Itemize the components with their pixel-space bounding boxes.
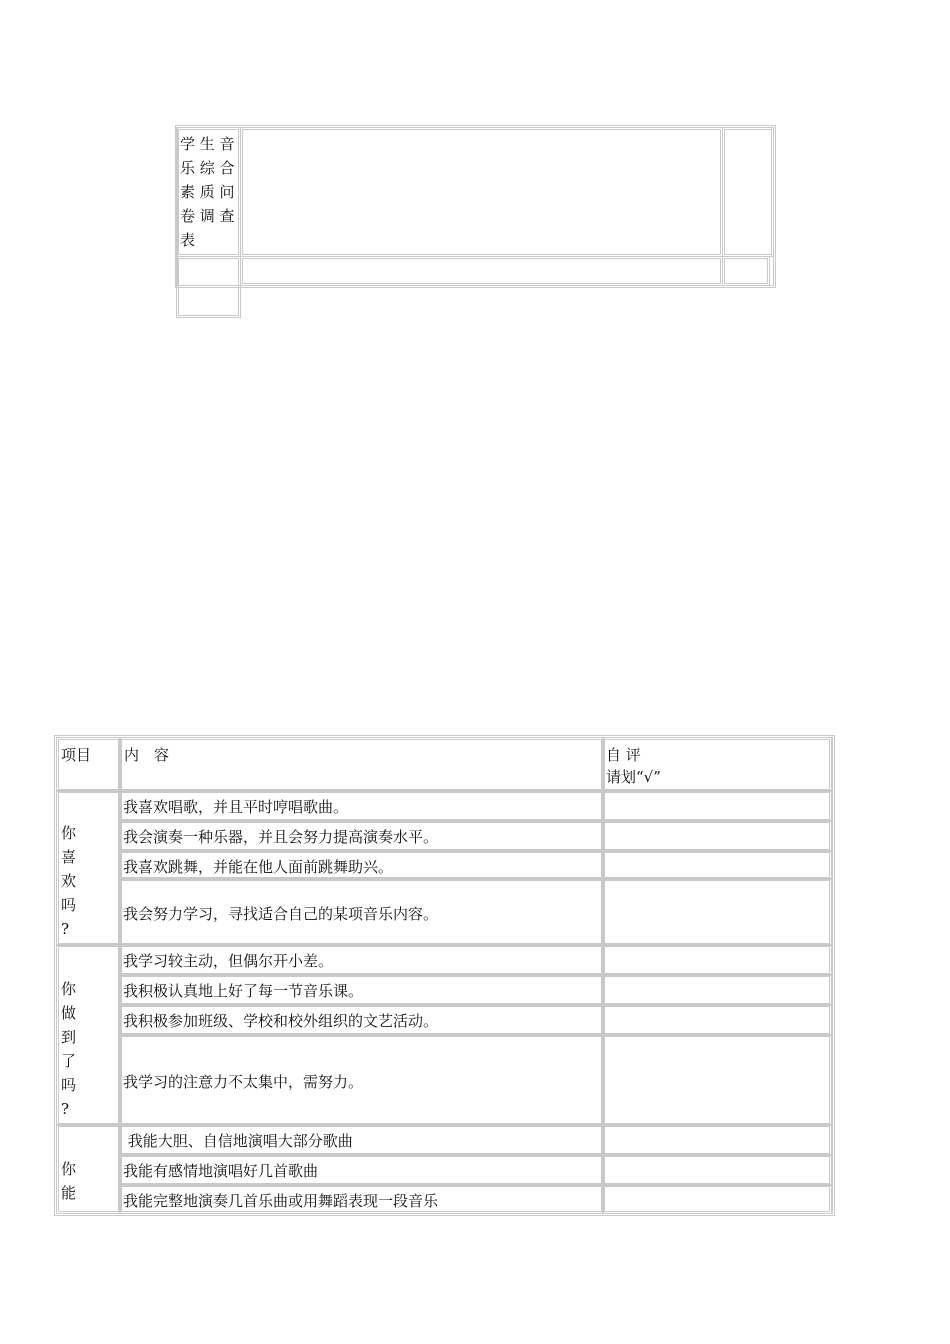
top-table-empty-cell — [240, 256, 723, 286]
self-eval-checkbox-cell[interactable] — [602, 790, 832, 822]
content-cell — [119, 1154, 604, 1186]
header-self-eval — [602, 737, 832, 792]
group-label-done — [56, 944, 121, 1126]
title-line: 乐 综 合 — [180, 159, 235, 177]
self-eval-checkbox-cell[interactable] — [602, 1154, 832, 1186]
self-eval-checkbox-cell[interactable] — [602, 820, 832, 852]
header-self-eval-line1: 自 评 — [606, 746, 641, 764]
survey-statement: 我会演奏一种乐器，并且会努力提高演奏水平。 — [123, 828, 439, 846]
content-cell — [119, 1004, 604, 1036]
group-label-char: 做 — [61, 1004, 77, 1022]
title-line: 卷 调 查 — [180, 207, 235, 225]
self-eval-checkbox-cell[interactable] — [602, 1124, 832, 1156]
group-label-char: 欢 — [61, 872, 77, 890]
title-line: 表 — [180, 231, 196, 249]
survey-statement: 我能有感情地演唱好几首歌曲 — [123, 1162, 319, 1180]
group-label-char: 你 — [61, 824, 77, 842]
group-label-char: 吗 — [61, 1076, 77, 1094]
survey-statement: 我能大胆、自信地演唱大部分歌曲 — [123, 1132, 353, 1150]
self-eval-checkbox-cell[interactable] — [602, 944, 832, 976]
content-cell — [119, 944, 604, 976]
content-cell — [119, 1184, 604, 1214]
header-item-label: 项目 — [61, 746, 92, 764]
content-cell — [119, 820, 604, 852]
self-eval-checkbox-cell[interactable] — [602, 1184, 832, 1214]
group-label-char: 了 — [61, 1052, 77, 1070]
header-content — [119, 737, 604, 792]
survey-title-cell — [176, 127, 241, 257]
survey-statement: 我喜欢跳舞，并能在他人面前跳舞助兴。 — [123, 858, 394, 876]
top-table-empty-cell — [240, 127, 723, 257]
title-line: 学 生 音 — [180, 135, 235, 153]
self-eval-checkbox-cell[interactable] — [602, 850, 832, 880]
group-label-char: 能 — [61, 1184, 77, 1202]
top-table-empty-cell — [722, 127, 774, 257]
content-cell — [119, 790, 604, 822]
group-label-char: 吗 — [61, 896, 77, 914]
group-label-can — [56, 1124, 121, 1214]
content-cell — [119, 850, 604, 880]
self-eval-checkbox-cell[interactable] — [602, 974, 832, 1006]
survey-statement: 我积极参加班级、学校和校外组织的文艺活动。 — [123, 1012, 439, 1030]
header-item — [56, 737, 121, 792]
survey-statement: 我学习的注意力不太集中，需努力。 — [123, 1073, 364, 1091]
survey-statement: 我会努力学习，寻找适合自己的某项音乐内容。 — [123, 905, 439, 923]
group-label-char: 你 — [61, 1160, 77, 1178]
title-line: 素 质 问 — [180, 183, 235, 201]
self-eval-checkbox-cell[interactable] — [602, 1034, 832, 1126]
group-label-char: 喜 — [61, 848, 77, 866]
self-eval-checkbox-cell[interactable] — [602, 1004, 832, 1036]
group-label-char: 到 — [61, 1028, 77, 1046]
group-label-char: ? — [61, 1100, 70, 1118]
header-content-label: 内 容 — [124, 746, 170, 764]
survey-statement: 我积极认真地上好了每一节音乐课。 — [123, 982, 364, 1000]
self-eval-checkbox-cell[interactable] — [602, 878, 832, 946]
header-self-eval-line2: 请划“√” — [606, 768, 661, 786]
top-table-empty-cell — [722, 256, 770, 286]
top-table-empty-cell — [176, 256, 241, 318]
content-cell — [119, 878, 604, 946]
survey-statement: 我学习较主动，但偶尔开小差。 — [123, 952, 334, 970]
content-cell — [119, 1124, 604, 1156]
content-cell — [119, 974, 604, 1006]
content-cell — [119, 1034, 604, 1126]
survey-statement: 我喜欢唱歌，并且平时哼唱歌曲。 — [123, 798, 349, 816]
group-label-char: ? — [61, 920, 70, 938]
group-label-char: 你 — [61, 980, 77, 998]
group-label-like — [56, 790, 121, 946]
survey-statement: 我能完整地演奏几首乐曲或用舞蹈表现一段音乐 — [123, 1192, 439, 1210]
